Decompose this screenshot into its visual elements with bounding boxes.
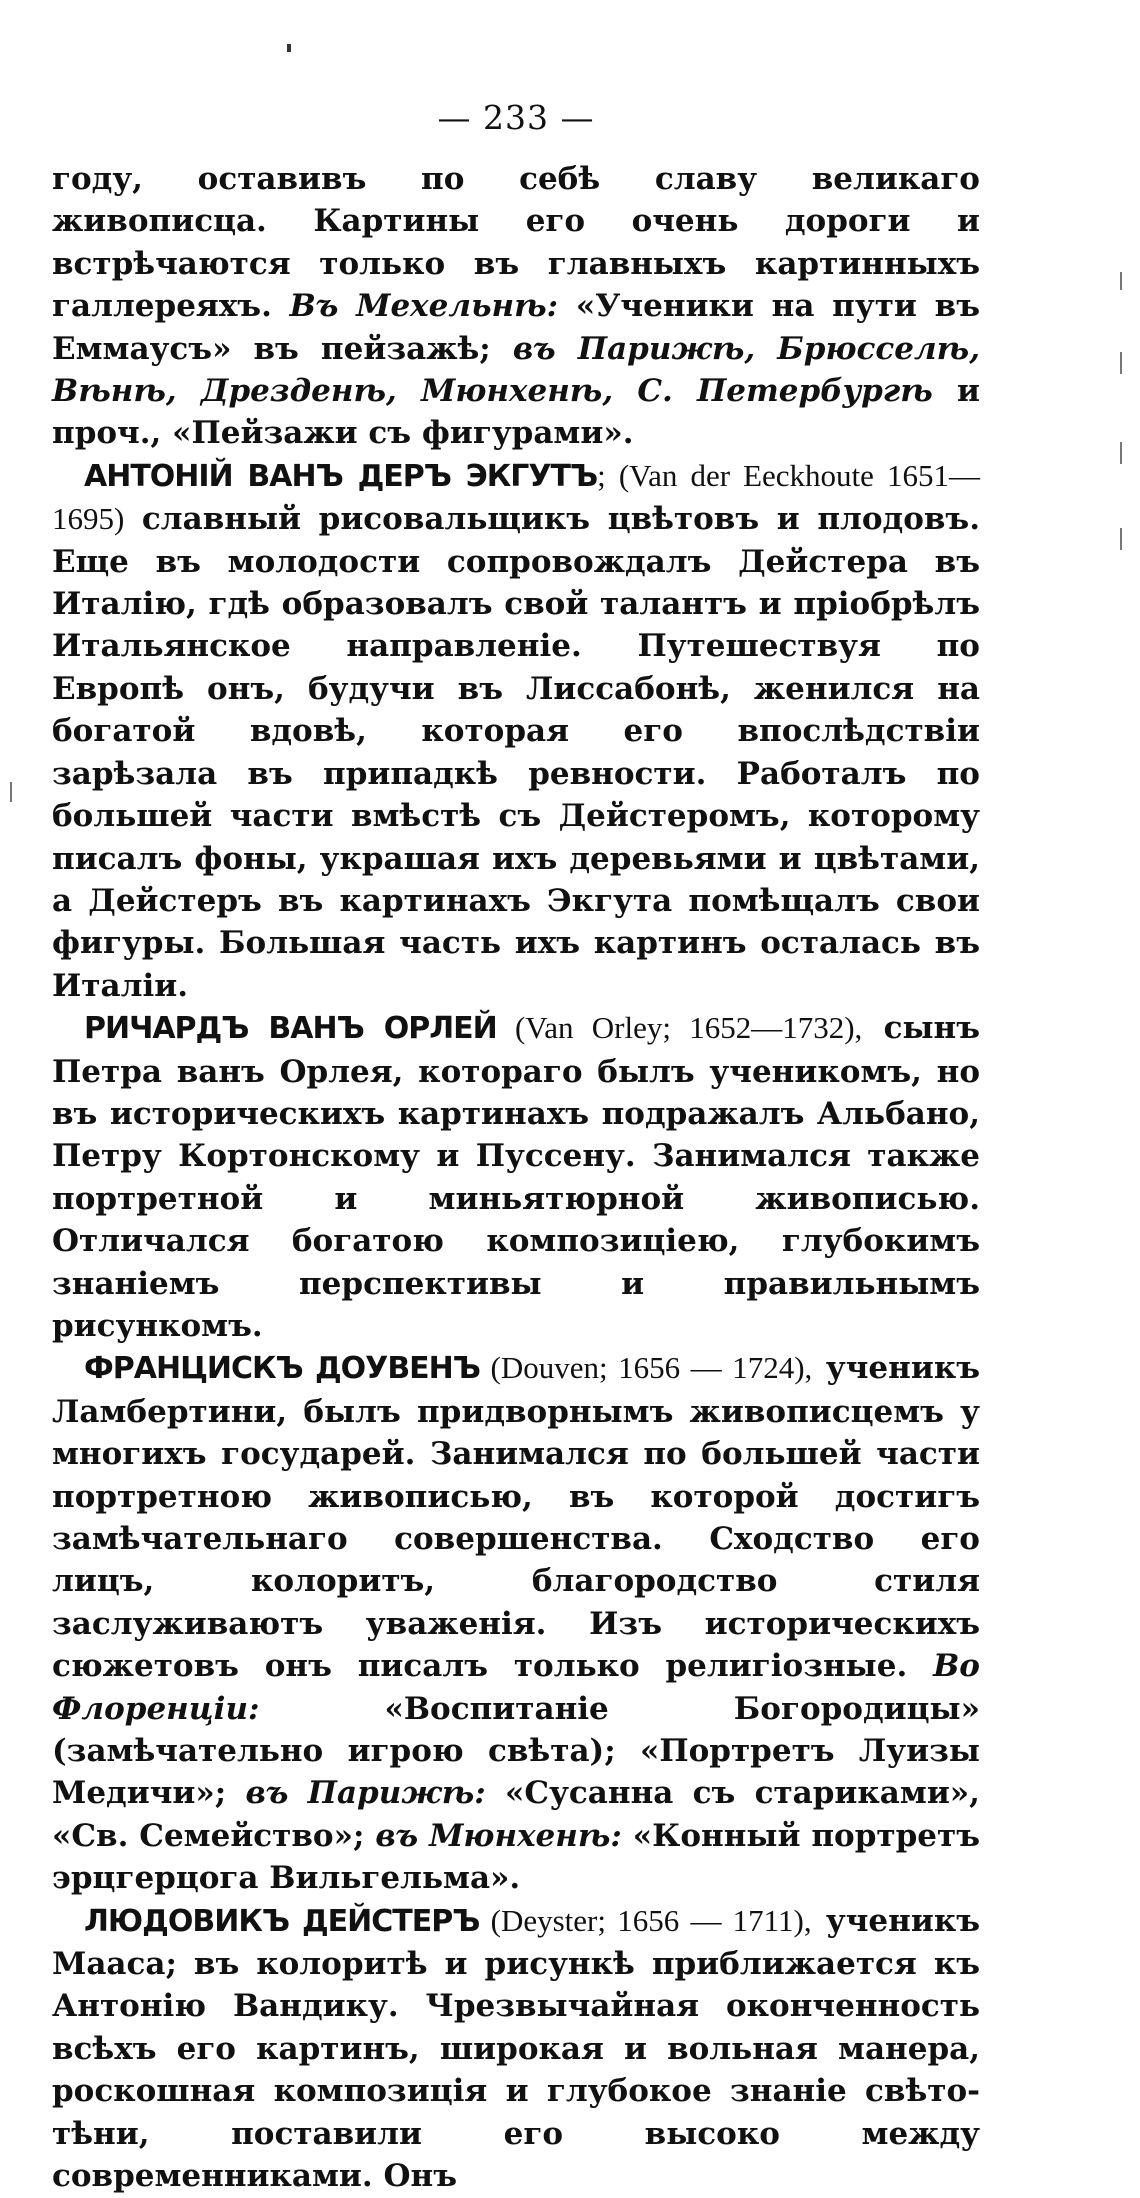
margin-mark (1120, 442, 1122, 464)
body-text: «Воспитаніе Богородицы» (замѣчательно игрою свѣта); «Портретъ Луизы Медичи»; (52, 1690, 980, 1812)
artist-name: АНТОНІЙ ВАНЪ ДЕРЪ ЭКГУТЪ (84, 458, 598, 494)
artist-dates: (Douven; 1656 — 1724), (479, 1350, 813, 1386)
body-text: ученикъ Мааса; въ колоритѣ и рисункѣ приближается къ Антонію Вандику. Чрезвычайная оконченность всѣхъ его картинъ, широкая и вольная манера, роскошная композиція и глубокое знаніе свѣто-тѣни, поставили его высоко между современниками. Онъ (52, 1902, 980, 2195)
entry-eeckhoute (52, 455, 980, 1007)
margin-mark (1120, 528, 1122, 550)
body-text: славный рисовальщикъ цвѣтовъ и плодовъ. Еще въ молодости сопровождалъ Дейстера въ Италію, гдѣ образовалъ свой талантъ и пріобрѣлъ Итальянское направленіе. Путешествуя по Европѣ онъ, будучи въ Лиссабонѣ, женился на богатой вдовѣ, которая его впослѣдствіи зарѣзала въ припадкѣ ревности. Работалъ по большей части вмѣстѣ съ Дейстеромъ, которому писалъ фоны, украшая ихъ деревьями и цвѣтами, а Дейстеръ въ картинахъ Экгута помѣщалъ свои фигуры. Большая часть ихъ картинъ осталась въ Италіи. (52, 501, 980, 1004)
body-text: ученикъ Ламбертини, былъ придворнымъ живописцемъ у многихъ государей. Занимался по большей части портретною живописью, въ которой достигъ замѣчательнаго совершенства. Сходство его лицъ, колоритъ, благородство стиля заслуживаютъ уваженія. Изъ историческихъ сюжетовъ онъ писалъ только религіозные. (52, 1350, 981, 1685)
location-label: Во Флоренціи: (52, 1648, 980, 1727)
book-page (52, 96, 980, 2198)
body-text: и проч., «Пейзажи съ фигурами». (52, 373, 980, 452)
location-label: Въ Мехельнѣ: (289, 288, 559, 325)
page-number: — 233 — (437, 98, 595, 137)
body-text: «Сусанна съ стариками», «Св. Семейство»; (52, 1775, 980, 1854)
margin-mark (10, 782, 12, 802)
location-label: въ Парижѣ, Брюсселѣ, Вѣнѣ, Дрезденѣ, Мюнхенѣ, С. Петербургѣ (52, 330, 980, 410)
artist-dates: ; (Van der Eeckhoute 1651—1695) (52, 457, 980, 537)
body-text: сынъ Петра ванъ Орлея, котораго былъ ученикомъ, но въ историческихъ картинахъ подражалъ Альбано, Петру Кортонскому и Пуссену. Занимался также портретной и миньятюрной живописью. Отличался богатою композиціею, глубокимъ знаніемъ перспективы и правильнымъ рисункомъ. (52, 1010, 980, 1344)
body-text: году, оставивъ по себѣ славу великаго живописца. Картины его очень дороги и встрѣчаются только въ главныхъ картинныхъ галлереяхъ. (52, 161, 980, 325)
body-text: «Конный портретъ эрцгерцога Вильгельма». (52, 1817, 980, 1897)
artist-name: ЛЮДОВИКЪ ДЕЙСТЕРЪ (84, 1903, 480, 1939)
location-label: въ Мюнхенѣ: (375, 1817, 622, 1854)
margin-mark (1120, 272, 1122, 290)
artist-name: ФРАНЦИСКЪ ДОУВЕНЪ (84, 1351, 480, 1387)
print-speck (287, 44, 291, 52)
artist-dates: (Van Orley; 1652—1732), (496, 1010, 863, 1046)
paragraph-continuation (52, 158, 980, 455)
entry-orley (52, 1007, 980, 1347)
margin-mark (1120, 352, 1122, 374)
body-text: «Ученики на пути въ Еммаусъ» въ пейзажѣ; (52, 288, 980, 367)
location-label: въ Парижѣ: (245, 1775, 486, 1812)
artist-name: РИЧАРДЪ ВАНЪ ОРЛЕЙ (84, 1011, 497, 1047)
artist-dates: (Deyster; 1656 — 1711), (479, 1902, 812, 1938)
entry-douven (52, 1347, 980, 1899)
entry-deyster (52, 1900, 980, 2198)
